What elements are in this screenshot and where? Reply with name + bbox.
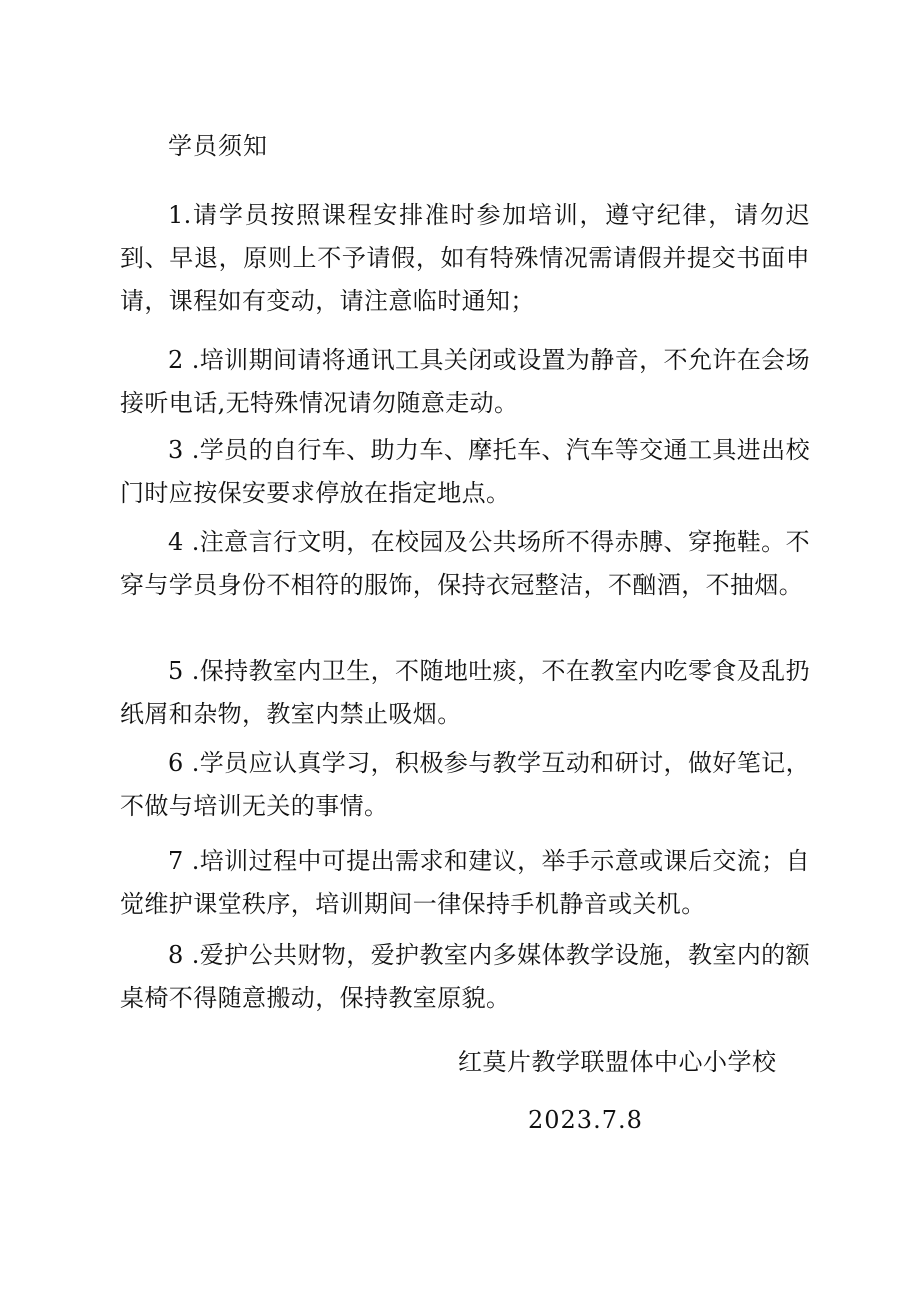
- issue-date: 2023.7.8: [528, 1106, 643, 1134]
- notice-item-1: 1.请学员按照课程安排准时参加培训，遵守纪律，请勿迟到、早退，原则上不予请假，如有特殊情况需请假并提交书面申请，课程如有变动，请注意临时通知；: [120, 201, 810, 315]
- notice-item-3: 3 .学员的自行车、助力车、摩托车、汽车等交通工具进出校门时应按保安要求停放在指定地点。: [120, 436, 810, 507]
- issuer-signature: 红莫片教学联盟体中心小学校: [458, 1048, 777, 1076]
- notice-item-2: 2 .培训期间请将通讯工具关闭或设置为静音，不允许在会场接听电话,无特殊情况请勿随意走动。: [120, 346, 810, 417]
- document-title: 学员须知: [168, 132, 268, 160]
- notice-item-6: 6 .学员应认真学习，积极参与教学互动和研讨，做好笔记，不做与培训无关的事情。: [120, 749, 810, 820]
- notice-item-7: 7 .培训过程中可提出需求和建议，举手示意或课后交流；自觉维护课堂秩序，培训期间一律保持手机静音或关机。: [120, 847, 810, 918]
- notice-item-8: 8 .爱护公共财物，爱护教室内多媒体教学设施，教室内的额桌椅不得随意搬动，保持教室原貌。: [120, 941, 810, 1012]
- notice-item-5: 5 .保持教室内卫生，不随地吐痰，不在教室内吃零食及乱扔纸屑和杂物，教室内禁止吸烟。: [120, 657, 810, 728]
- notice-item-4: 4 .注意言行文明，在校园及公共场所不得赤膊、穿拖鞋。不穿与学员身份不相符的服饰，保持衣冠整洁，不酗酒，不抽烟。: [120, 528, 810, 599]
